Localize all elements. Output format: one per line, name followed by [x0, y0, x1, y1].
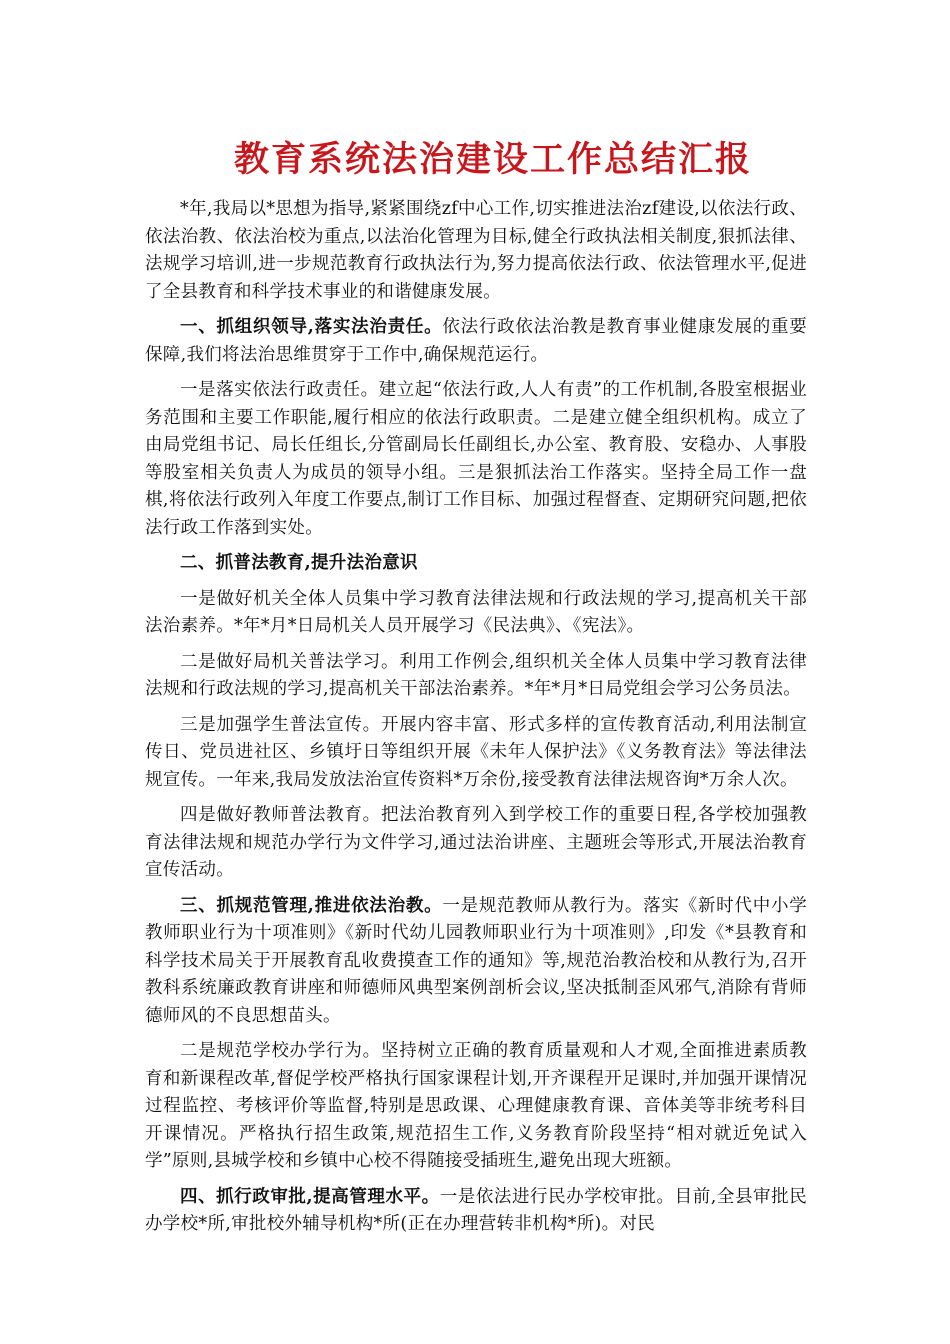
section1-text: 依法行政依法治教是教育事业健康发展的重要保障,我们将法治思维贯穿于工作中,确保规范运行。 — [145, 317, 807, 365]
document-page — [145, 128, 807, 1247]
section3-paragraph — [145, 893, 807, 1031]
section2-item1-paragraph: 一是做好机关全体人员集中学习教育法律法规和行政法规的学习,提高机关干部法治素养。*年*月*日局机关人员开展学习《民法典》、《宪法》。 — [145, 588, 807, 636]
section3-item2-paragraph: 二是规范学校办学行为。坚持树立正确的教育质量观和人才观,全面推进素质教育和新课程改革,督促学校严格执行国家课程计划,开齐课程开足课时,并加强开课情况过程监控、考核评价等监督,特别是思政课、心理健康教育课、音体美等非统考科目开课情况。严格执行招生政策,规范招生工作,义务教育阶段坚持“相对就近免试入学”原则,县城学校和乡镇中心校不得随接受插班生,避免出现大班额。 — [145, 1041, 807, 1171]
section3-heading: 三、抓规范管理,推进依法治教。 — [180, 895, 443, 916]
section1-heading: 一、抓组织领导,落实法治责任。 — [180, 317, 443, 337]
section1-detail-paragraph: 一是落实依法行政责任。建立起“依法行政,人人有责”的工作机制,各股室根据业务范围和主要工作职能,履行相应的依法行政职责。二是建立健全组织机构。成立了由局党组书记、局长任组长,分管副局长任副组长,办公室、教育股、安稳办、人事股等股室相关负责人为成员的领导小组。三是狠抓法治工作落实。坚持全局工作一盘棋,将依法行政列入年度工作要点,制订工作目标、加强过程督查、定期研究问题,把依法行政工作落到实处。 — [145, 380, 807, 538]
section2-item4-paragraph: 四是做好教师普法教育。把法治教育列入到学校工作的重要日程,各学校加强教育法律法规和规范办学行为文件学习,通过法治讲座、主题班会等形式,开展法治教育宣传活动。 — [145, 805, 807, 880]
section2-item2-paragraph: 二是做好局机关普法学习。利用工作例会,组织机关全体人员集中学习教育法律法规和行政法规的学习,提高机关干部法治素养。*年*月*日局党组会学习公务员法。 — [145, 651, 807, 699]
intro-paragraph: *年,我局以*思想为指导,紧紧围绕zf中心工作,切实推进法治zf建设,以依法行政、依法治教、依法治校为重点,以法治化管理为目标,健全行政执法相关制度,狠抓法律、法规学习培训,进一步规范教育行政执法行为,努力提高依法行政、依法管理水平,促进了全县教育和科学技术事业的和谐健康发展。 — [145, 199, 807, 302]
section1-paragraph — [145, 314, 807, 369]
section2-heading: 二、抓普法教育,提升法治意识 — [180, 553, 418, 573]
section4-heading: 四、抓行政审批,提高管理水平。 — [180, 1186, 440, 1207]
document-title: 教育系统法治建设工作总结汇报 — [233, 139, 752, 180]
section3-text: 一是规范教师从教行为。落实《新时代中小学教师职业行为十项准则》《新时代幼儿园教师职业行为十项准则》,印发《*县教育和科学技术局关于开展教育乱收费摸查工作的通知》等,规范治教治校和从教行为,召开教科系统廉政教育讲座和师德师风典型案例剖析会议,坚决抵制歪风邪气,消除有背师德师风的不良思想苗头。 — [145, 895, 807, 1026]
section2-item3-paragraph: 三是加强学生普法宣传。开展内容丰富、形式多样的宣传教育活动,利用法制宣传日、党员进社区、乡镇圩日等组织开展《未年人保护法》《义务教育法》等法律法规宣传。一年来,我局发放法治宣传资料*万余份,接受教育法律法规咨询*万余人次。 — [145, 714, 807, 790]
section4-text: 一是依法进行民办学校审批。目前,全县审批民办学校*所,审批校外辅导机构*所(正在办理营转非机构*所)。对民 — [145, 1186, 807, 1234]
section4-paragraph — [145, 1184, 807, 1239]
